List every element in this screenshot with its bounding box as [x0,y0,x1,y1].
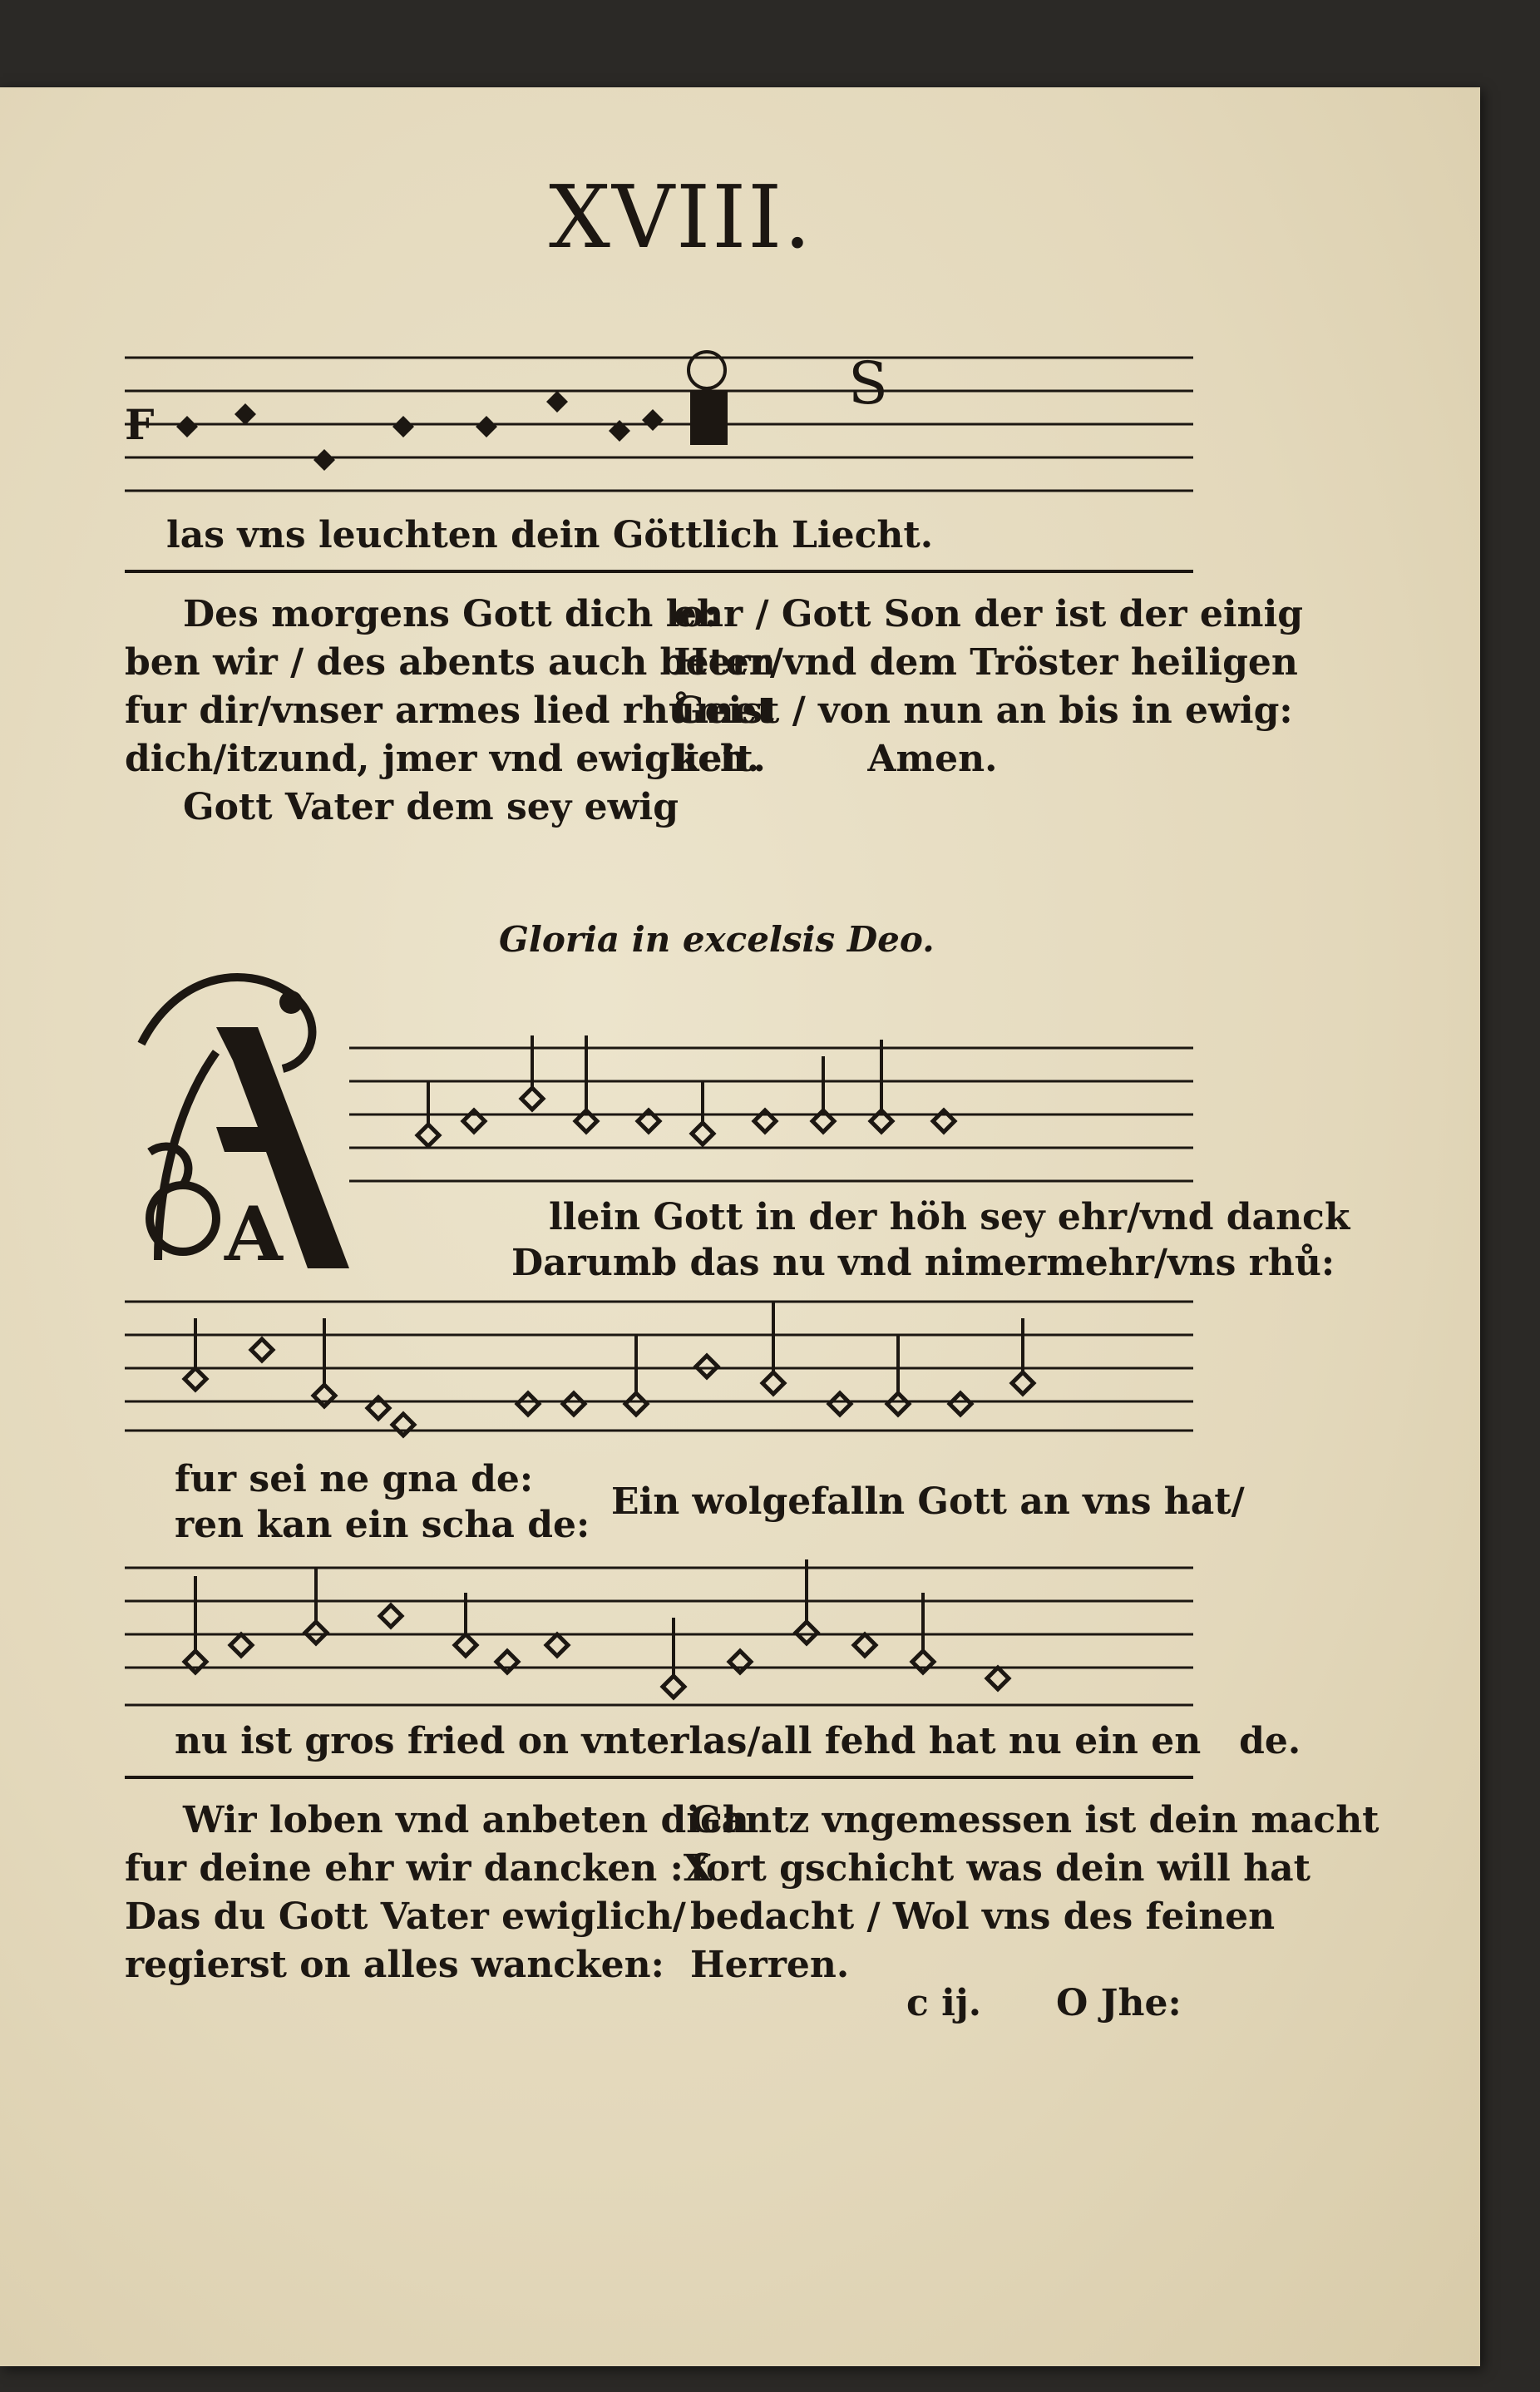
book-page [0,87,1480,2366]
verse2-right [690,1796,1380,1989]
verse1-left-line: ben wir / des abents auch beten [125,641,776,684]
decorated-initial-letter [125,944,358,1277]
chant1-lyric: las vns leuchten dein Göttlich Liecht. [166,514,934,556]
music-staff-1 [125,341,1193,499]
verse1-right-line: Geist / von nun an bis in ewig: [674,689,1293,732]
hymn-line1b: Darumb das nu vnd nimermehr/vns rhů: [511,1242,1335,1284]
rule-1 [125,570,1193,573]
hymn-line3: nu ist gros fried on vnterlas/all fehd hat nu ein en de. [175,1720,1301,1762]
svg-text:S: S [848,349,888,418]
verse2-left [125,1796,749,1989]
gloria-title: Gloria in excelsis Deo. [499,919,935,960]
verse1-right-line: keit. Amen. [674,738,998,780]
catchword: O Jhe: [1056,1982,1182,2024]
verse1-right-line: ehr / Gott Son der ist der einig [674,593,1304,635]
verse2-left-line: regierst on alles wancken: [125,1944,664,1986]
verse1-left-line: Des morgens Gott dich lo: [183,593,718,635]
verse2-left-line: fur deine ehr wir dancken :X [125,1847,712,1890]
hymn-line2a: fur sei ne gna de: [175,1458,534,1500]
rule-2 [125,1776,1193,1779]
initial-letter-glyph: A [225,1190,283,1277]
verse1-right-line: Herr/vnd dem Tröster heiligen [674,641,1298,684]
music-staff-2 [349,1031,1193,1185]
verse2-right-line: fort gschicht was dein will hat [690,1847,1310,1890]
verse2-right-line: Gantz vngemessen ist dein macht [690,1799,1380,1841]
verse1-left-line: Gott Vater dem sey ewig [183,786,679,828]
verse1-left-line: fur dir/vnser armes lied rhůmet [125,689,774,732]
music-staff-3 [125,1293,1193,1435]
music-staff-4 [125,1559,1193,1709]
verse2-right-line: bedacht / Wol vns des feinen [690,1895,1276,1938]
verse2-left-line: Wir loben vnd anbeten dich [183,1799,749,1841]
svg-text:F: F [125,400,155,449]
hymn-line2c: Ein wolgefalln Gott an vns hat/ [611,1480,1245,1523]
page-signature: c ij. [906,1982,982,2024]
verse2-right-line: Herren. [690,1944,850,1986]
verse2-left-line: Das du Gott Vater ewiglich/ [125,1895,686,1938]
verse1-right [674,591,1303,783]
hymn-line2b: ren kan ein scha de: [175,1504,590,1546]
hymn-line1a: llein Gott in der höh sey ehr/vnd danck [549,1196,1350,1238]
verse1-left-line: dich/itzund, jmer vnd ewiglich. [125,738,760,780]
page-heading: XVIII. [549,166,813,268]
